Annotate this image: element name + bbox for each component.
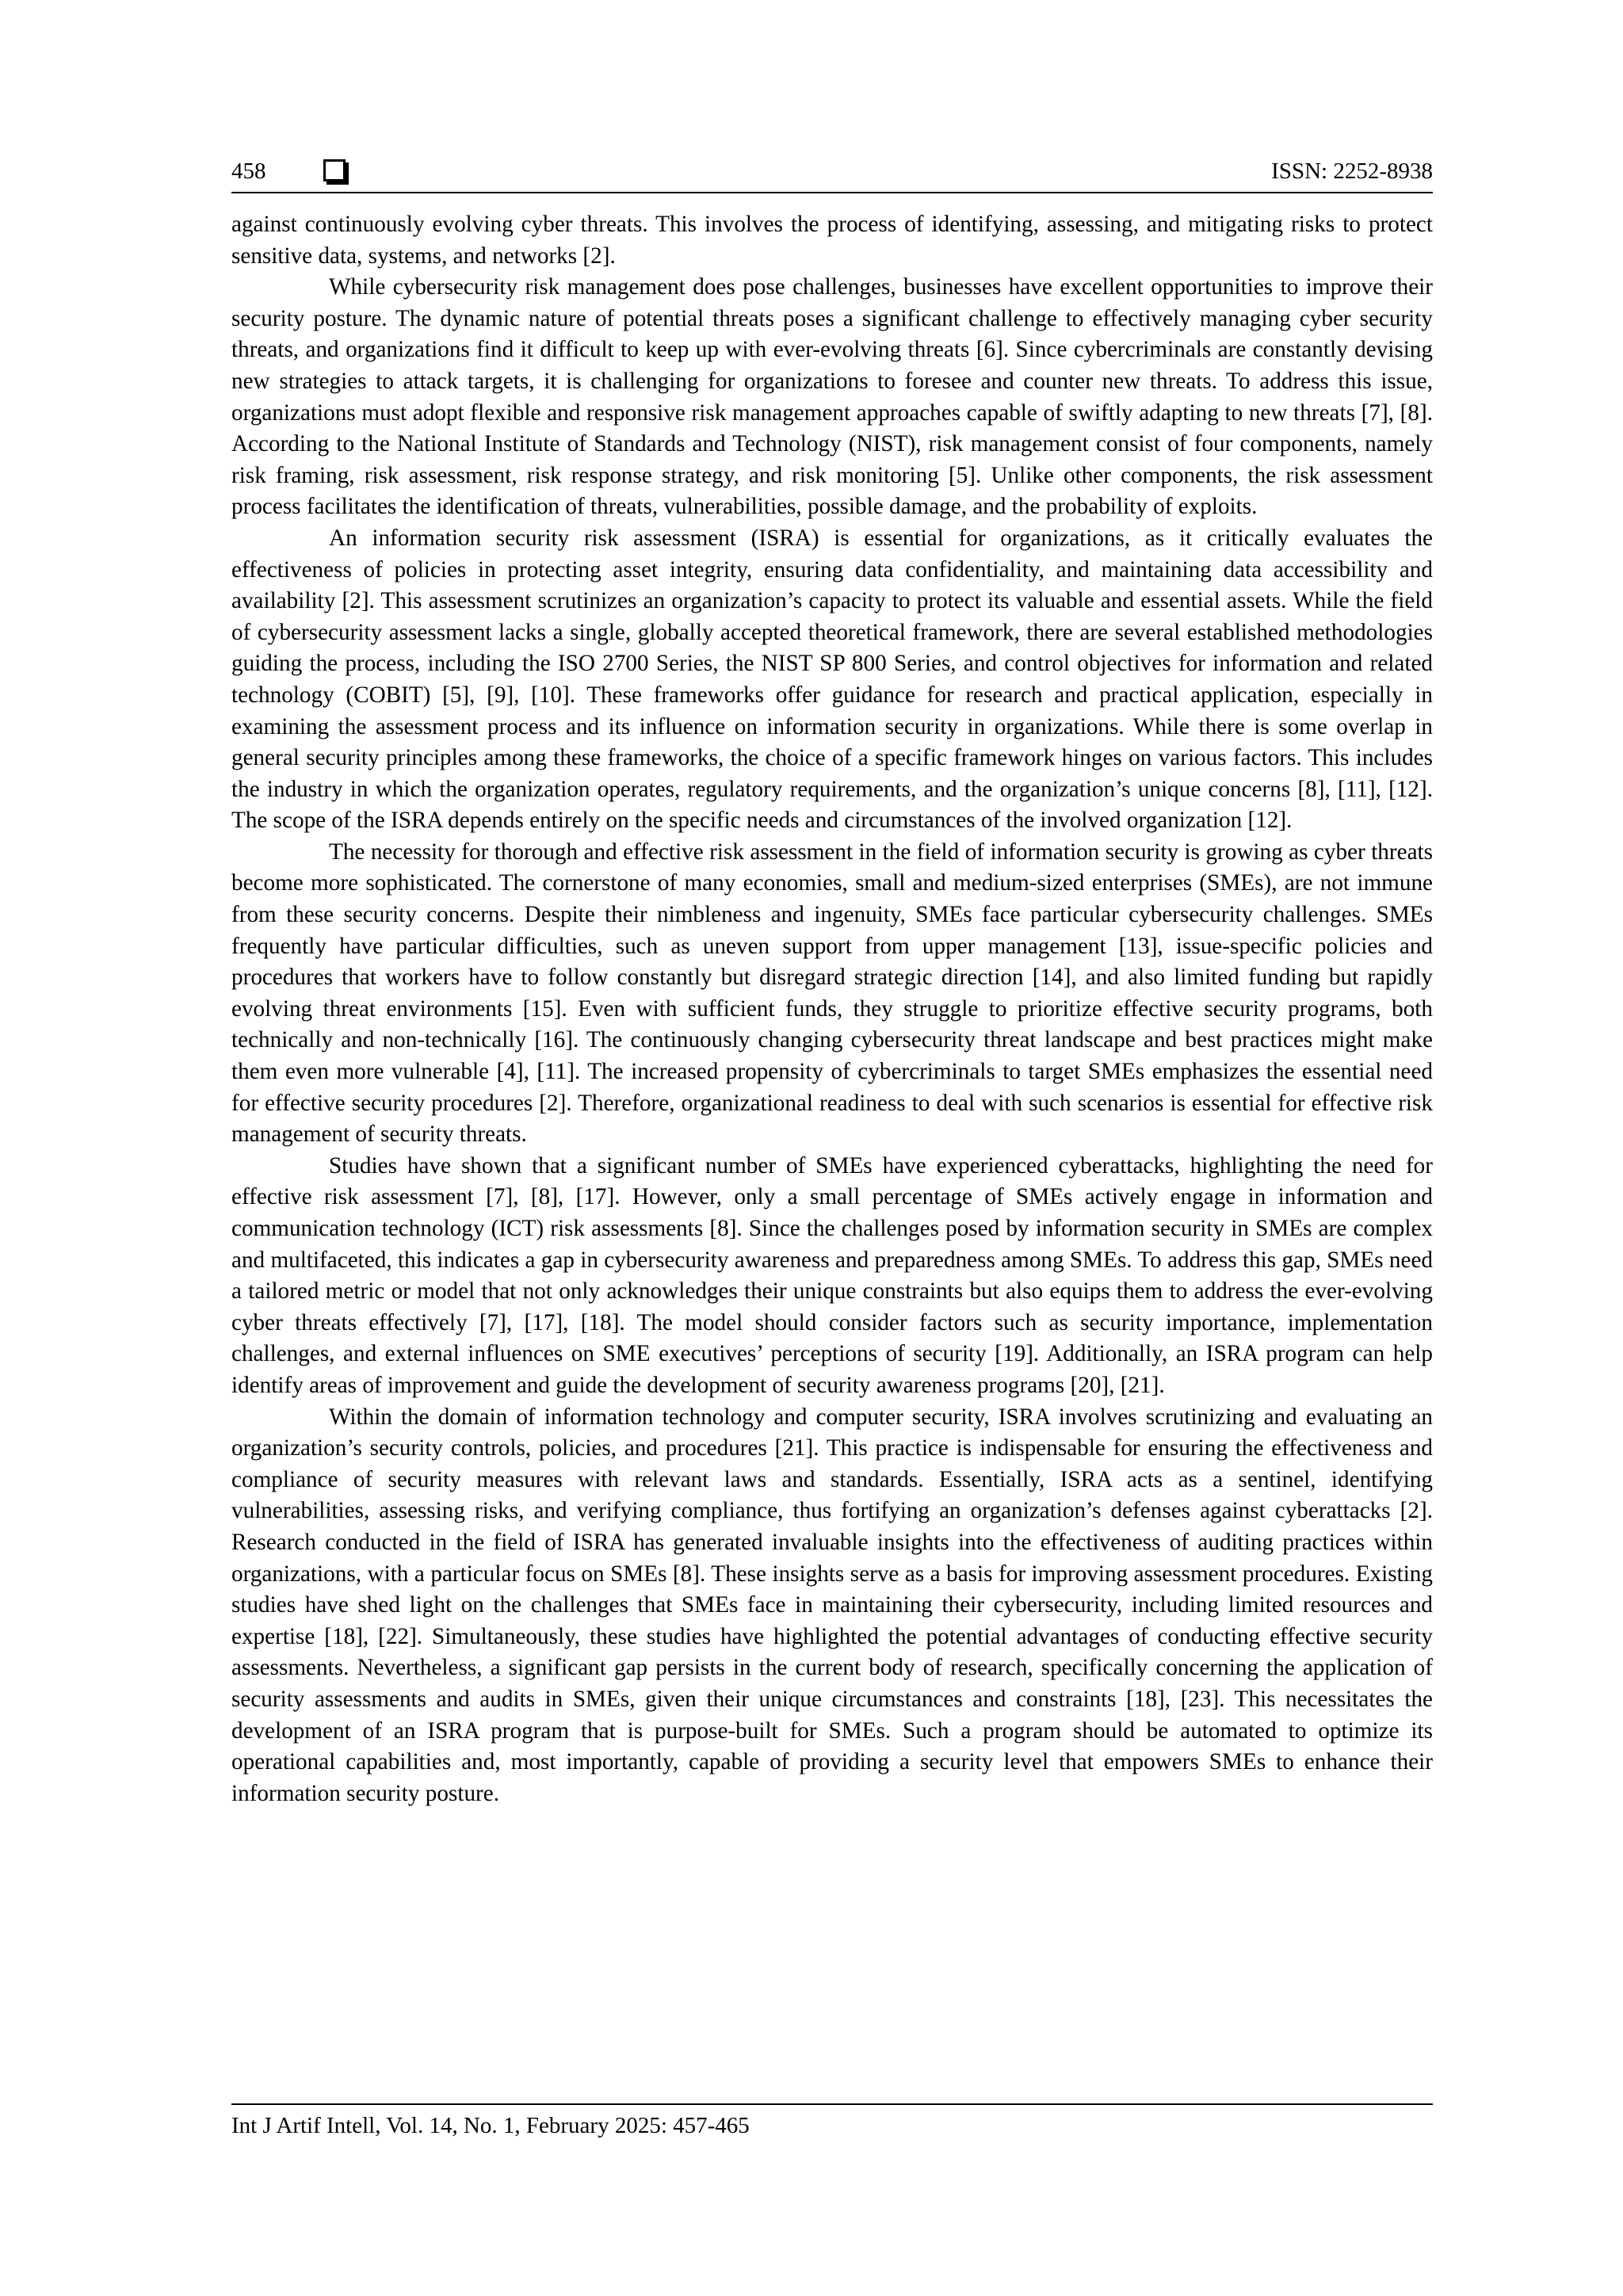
- paragraph: Studies have shown that a significant number of SMEs have experienced cyberattacks, highlighting the need for effective risk assessment [7], [8], [17]. However, only a small percentage of SMEs actively engage in information and communication technology (ICT) risk assessments [8]. Since the challenges posed by information security in SMEs are complex and multifaceted, this indicates a gap in cybersecurity awareness and preparedness among SMEs. To address this gap, SMEs need a tailored metric or model that not only acknowledges their unique constraints but also equips them to address the ever-evolving cyber threats effectively [7], [17], [18]. The model should consider factors such as security importance, implementation challenges, and external influences on SME executives’ perceptions of security [19]. Additionally, an ISRA program can help identify areas of improvement and guide the development of security awareness programs [20], [21].: [231, 1152, 1433, 1398]
- journal-issn: ISSN: 2252-8938: [1271, 159, 1433, 184]
- running-header: [231, 157, 1433, 195]
- paragraph: An information security risk assessment (ISRA) is essential for organizations, as it critically evaluates the effectiveness of policies in protecting asset integrity, ensuring data confidentiality, and maintaining data accessibility and availability [2]. This assessment scrutinizes an organization’s capacity to protect its valuable and essential assets. While the field of cybersecurity assessment lacks a single, globally accepted theoretical framework, there are several established methodologies guiding the process, including the ISO 2700 Series, the NIST SP 800 Series, and control objectives for information and related technology (COBIT) [5], [9], [10]. These frameworks offer guidance for research and practical application, especially in examining the assessment process and its influence on information security in organizations. While there is some overlap in general security principles among these frameworks, the choice of a specific framework hinges on various factors. This includes the industry in which the organization operates, regulatory requirements, and the organization’s unique concerns [8], [11], [12]. The scope of the ISRA depends entirely on the specific needs and circumstances of the involved organization [12].: [231, 525, 1433, 834]
- paragraph: The necessity for thorough and effective risk assessment in the field of information security is growing as cyber threats become more sophisticated. The cornerstone of many economies, small and medium-sized enterprises (SMEs), are not immune from these security concerns. Despite their nimbleness and ingenuity, SMEs face particular cybersecurity challenges. SMEs frequently have particular difficulties, such as uneven support from upper management [13], issue-specific policies and procedures that workers have to follow constantly but disregard strategic direction [14], and also limited funding but rapidly evolving threat environments [15]. Even with sufficient funds, they struggle to prioritize effective security programs, both technically and non-technically [16]. The continuously changing cybersecurity threat landscape and best practices might make them even more vulnerable [4], [11]. The increased propensity of cybercriminals to target SMEs emphasizes the essential need for effective security procedures [2]. Therefore, organizational readiness to deal with such scenarios is essential for effective risk management of security threats.: [231, 839, 1433, 1148]
- header-rule: [231, 192, 1433, 193]
- page-number: 458: [231, 159, 266, 184]
- footer-rule: [231, 2103, 1433, 2105]
- paragraph: While cybersecurity risk management does pose challenges, businesses have excellent opportunities to improve their security posture. The dynamic nature of potential threats poses a significant challenge to effectively managing cyber security threats, and organizations find it difficult to keep up with ever-evolving threats [6]. Since cybercriminals are constantly devising new strategies to attack targets, it is challenging for organizations to foresee and counter new threats. To address this issue, organizations must adopt flexible and responsive risk management approaches capable of swiftly adapting to new threats [7], [8]. According to the National Institute of Standards and Technology (NIST), risk management consist of four components, namely risk framing, risk assessment, risk response strategy, and risk monitoring [5]. Unlike other components, the risk assessment process facilitates the identification of threats, vulnerabilities, possible damage, and the probability of exploits.: [231, 274, 1433, 520]
- paragraph: against continuously evolving cyber threats. This involves the process of identifying, assessing, and mitigating risks to protect sensitive data, systems, and networks [2].: [231, 212, 1433, 269]
- body-text: [231, 209, 1433, 1809]
- paragraph: Within the domain of information technology and computer security, ISRA involves scrutinizing and evaluating an organization’s security controls, policies, and procedures [21]. This practice is indispensable for ensuring the effectiveness and compliance of security measures with relevant laws and standards. Essentially, ISRA acts as a sentinel, identifying vulnerabilities, assessing risks, and verifying compliance, thus fortifying an organization’s defenses against cyberattacks [2]. Research conducted in the field of ISRA has generated invaluable insights into the effectiveness of auditing practices within organizations, with a particular focus on SMEs [8]. These insights serve as a basis for improving assessment procedures. Existing studies have shed light on the challenges that SMEs face in maintaining their cybersecurity, including limited resources and expertise [18], [22]. Simultaneously, these studies have highlighted the potential advantages of conducting effective security assessments. Nevertheless, a significant gap persists in the current body of research, specifically concerning the application of security assessments and audits in SMEs, given their unique circumstances and constraints [18], [23]. This necessitates the development of an ISRA program that is purpose-built for SMEs. Such a program should be automated to optimize its operational capabilities and, most importantly, capable of providing a security level that empowers SMEs to enhance their information security posture.: [231, 1404, 1433, 1806]
- box-bullet-icon: [323, 159, 346, 181]
- footer-citation: Int J Artif Intell, Vol. 14, No. 1, February 2025: 457-465: [231, 2113, 750, 2138]
